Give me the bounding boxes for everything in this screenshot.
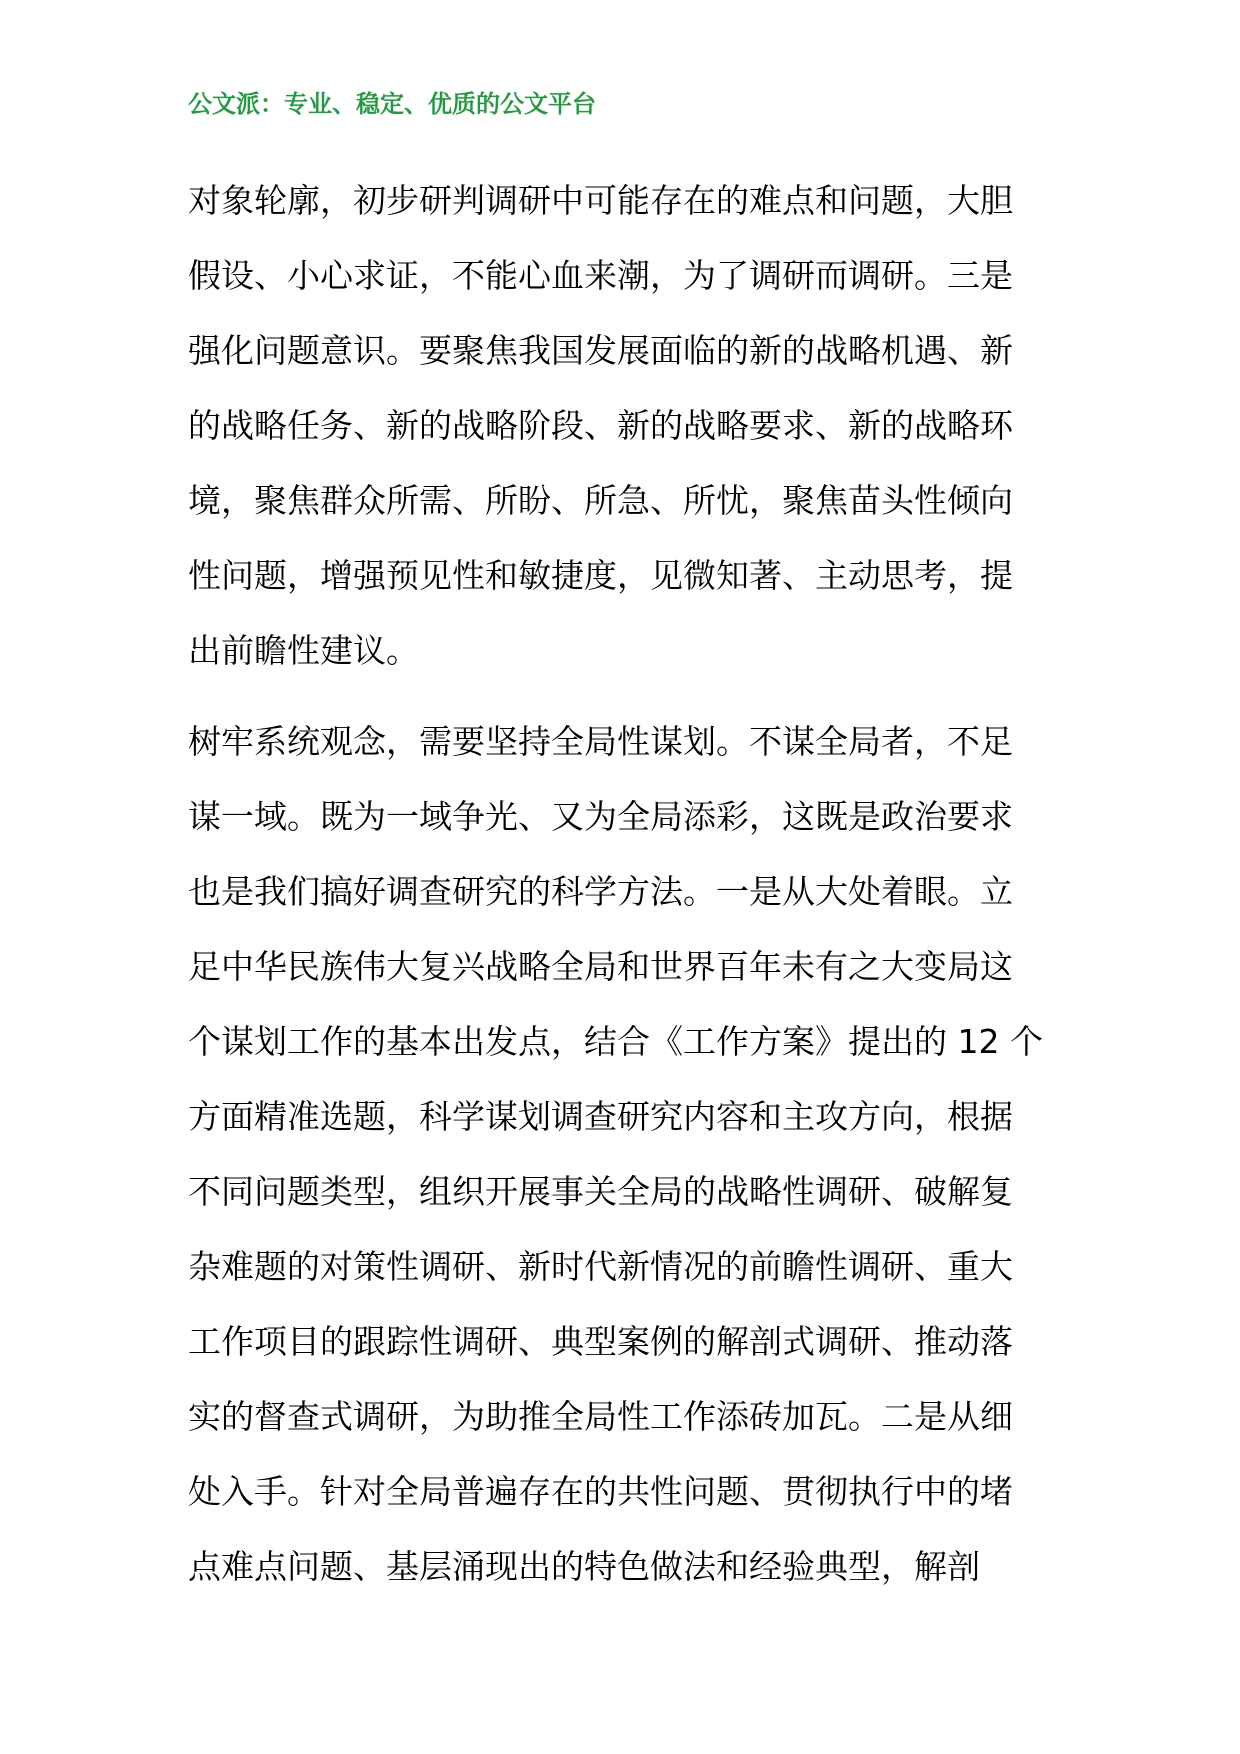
text-line: 树牢系统观念，需要坚持全局性谋划。不谋全局者，不足 — [188, 722, 1013, 761]
text-line: 性问题，增强预见性和敏捷度，见微知著、主动思考，提 — [188, 556, 1013, 595]
text-line: 杂难题的对策性调研、新时代新情况的前瞻性调研、重大 — [188, 1247, 1013, 1286]
text-line: 方面精准选题，科学谋划调查研究内容和主攻方向，根据 — [188, 1097, 1013, 1136]
paragraph-2 — [188, 704, 1064, 1604]
text-line: 处入手。针对全局普遍存在的共性问题、贯彻执行中的堵 — [188, 1472, 1013, 1511]
text-line: 也是我们搞好调查研究的科学方法。一是从大处着眼。立 — [188, 872, 1013, 911]
text-line: 实的督查式调研，为助推全局性工作添砖加瓦。二是从细 — [188, 1397, 1013, 1436]
paragraph-1 — [188, 163, 1064, 688]
text-line: 工作项目的跟踪性调研、典型案例的解剖式调研、推动落 — [188, 1322, 1013, 1361]
text-line: 境，聚焦群众所需、所盼、所急、所忧，聚焦苗头性倾向 — [188, 481, 1013, 520]
text-line: 不同问题类型，组织开展事关全局的战略性调研、破解复 — [188, 1172, 1013, 1211]
text-line: 个谋划工作的基本出发点，结合《工作方案》提出的 12 个 — [188, 1022, 1043, 1061]
page-header-title: 公文派：专业、稳定、优质的公文平台 — [188, 90, 596, 118]
text-line: 的战略任务、新的战略阶段、新的战略要求、新的战略环 — [188, 406, 1013, 445]
text-line: 对象轮廓，初步研判调研中可能存在的难点和问题，大胆 — [188, 181, 1013, 220]
text-line: 出前瞻性建议。 — [188, 631, 419, 670]
text-line: 假设、小心求证，不能心血来潮，为了调研而调研。三是 — [188, 256, 1013, 295]
text-line: 足中华民族伟大复兴战略全局和世界百年未有之大变局这 — [188, 947, 1013, 986]
text-line: 谋一域。既为一域争光、又为全局添彩，这既是政治要求 — [188, 797, 1013, 836]
document-body — [188, 163, 1064, 1604]
text-line: 点难点问题、基层涌现出的特色做法和经验典型，解剖 — [188, 1547, 980, 1586]
text-line: 强化问题意识。要聚焦我国发展面临的新的战略机遇、新 — [188, 331, 1013, 370]
